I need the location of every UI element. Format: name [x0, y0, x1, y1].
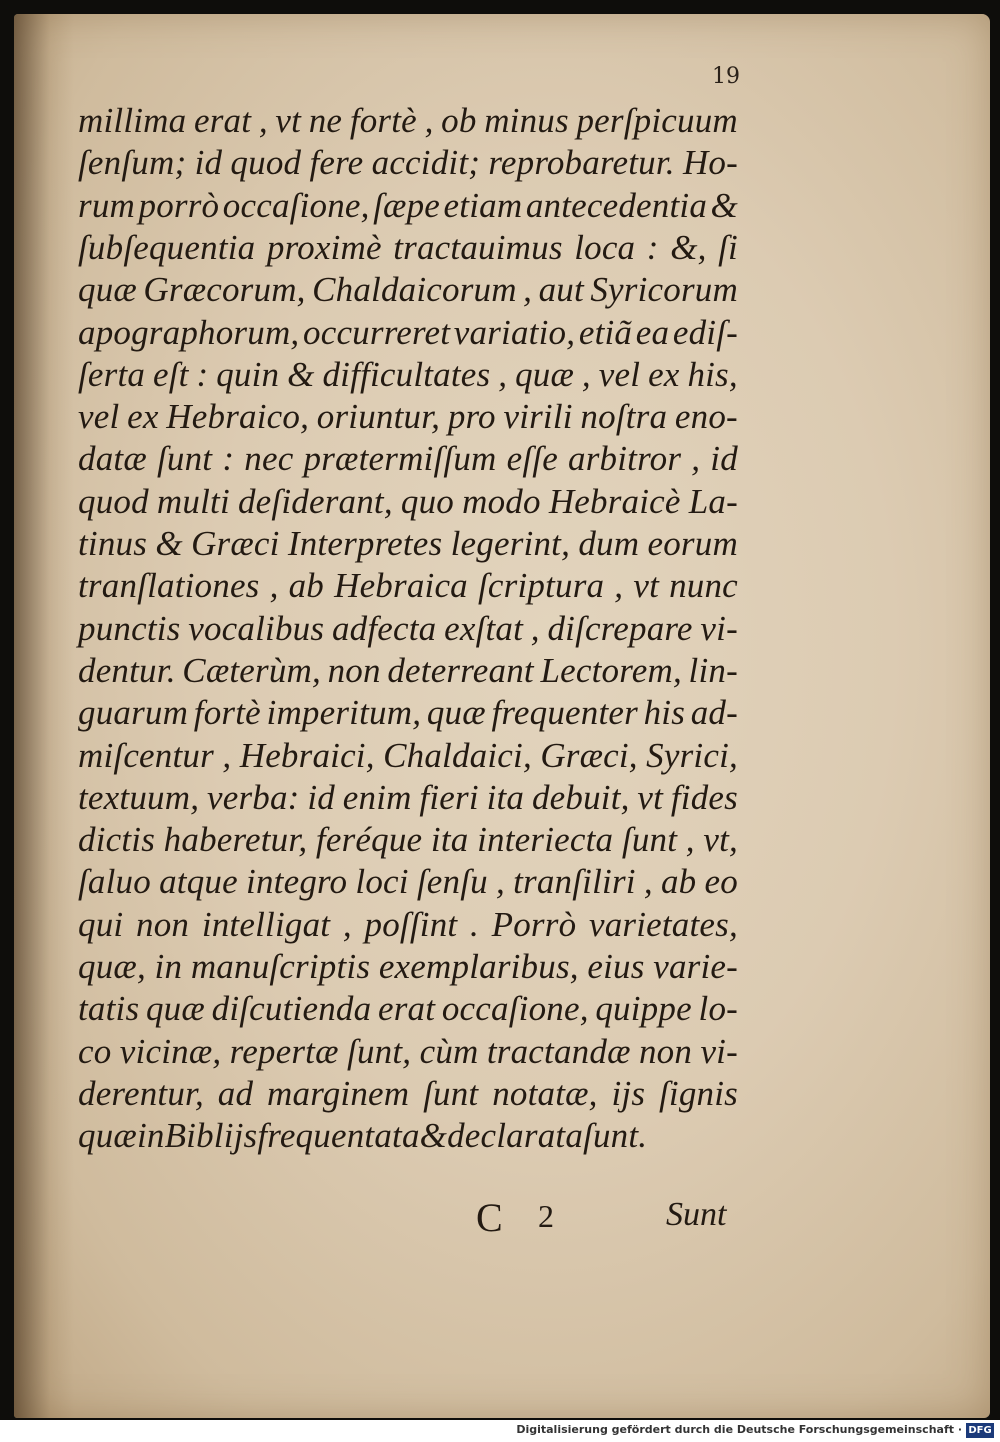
text-line: ſerta eſt : quin & difficultates , quæ , vel ex his, — [78, 354, 738, 394]
text-line: miſcentur , Hebraici, Chaldaici, Græci, Syrici, — [78, 735, 738, 775]
text-line: millima erat , vt ne fortè , ob minus perſpicuum — [78, 101, 738, 140]
text-line: tinus & Græci Interpretes legerint, dum eorum — [78, 524, 738, 563]
text-line: quæ, in manuſcriptis exemplaribus, eius varie- — [78, 947, 738, 986]
text-line: qui non intelligat , poſſint . Porrò varietates, — [78, 904, 738, 944]
text-line: quæ Græcorum, Chaldaicorum , aut Syricorum — [78, 270, 738, 310]
page-number: 19 — [712, 64, 740, 89]
text-line: dentur. Cæterùm, non deterreant Lectorem, lin- — [78, 650, 738, 690]
text-line: vel ex Hebraico, oriuntur, pro virili noſtra eno- — [78, 397, 738, 437]
text-line: quæ in Biblijs frequentata & declarata ſunt. — [78, 1116, 648, 1156]
text-line: ſubſequentia proximè tractauimus loca : &, ſi — [78, 227, 738, 267]
page-gutter-shadow — [14, 14, 74, 1418]
funding-credit: Digitalisierung gefördert durch die Deutsche Forschungsgemeinschaft · — [516, 1423, 962, 1436]
signature-number: 2 — [538, 1198, 554, 1234]
text-line: ſaluo atque integro loci ſenſu , tranſiliri , ab eo — [78, 862, 738, 902]
text-line: dictis haberetur, feréque ita interiecta ſunt , vt, — [78, 820, 738, 860]
text-line: co vicinæ, repertæ ſunt, cùm tractandæ non vi- — [78, 1031, 738, 1071]
text-line: guarum fortè imperitum, quæ frequenter his ad- — [78, 693, 738, 733]
text-line: punctis vocalibus adfecta exſtat , diſcrepare vi- — [78, 608, 738, 648]
dfg-logo: DFG — [966, 1423, 994, 1438]
text-line: textuum, verba: id enim fieri ita debuit, vt fides — [78, 777, 738, 817]
text-line: quod multi deſiderant, quo modo Hebraicè La- — [78, 481, 738, 521]
footer-bar — [0, 1420, 1000, 1442]
text-line: tranſlationes , ab Hebraica ſcriptura , vt nunc — [78, 566, 738, 606]
catchword: Sunt — [666, 1196, 727, 1233]
signature-letter: C — [476, 1195, 503, 1240]
text-line: tatis quæ diſcutienda erat occaſione, quippe lo- — [78, 989, 738, 1029]
text-line: ſenſum; id quod fere accidit; reprobaretur. Ho- — [78, 143, 738, 183]
text-line: rum porrò occaſione, ſæpe etiam antecedentia & — [78, 185, 738, 225]
text-line: apographorum, occurreret variatio, etiã ea ediſ- — [78, 312, 738, 352]
text-line: datæ ſunt : nec prætermiſſum eſſe arbitror , id — [78, 439, 738, 479]
text-line: derentur, ad marginem ſunt notatæ, ijs ſignis — [78, 1073, 738, 1113]
